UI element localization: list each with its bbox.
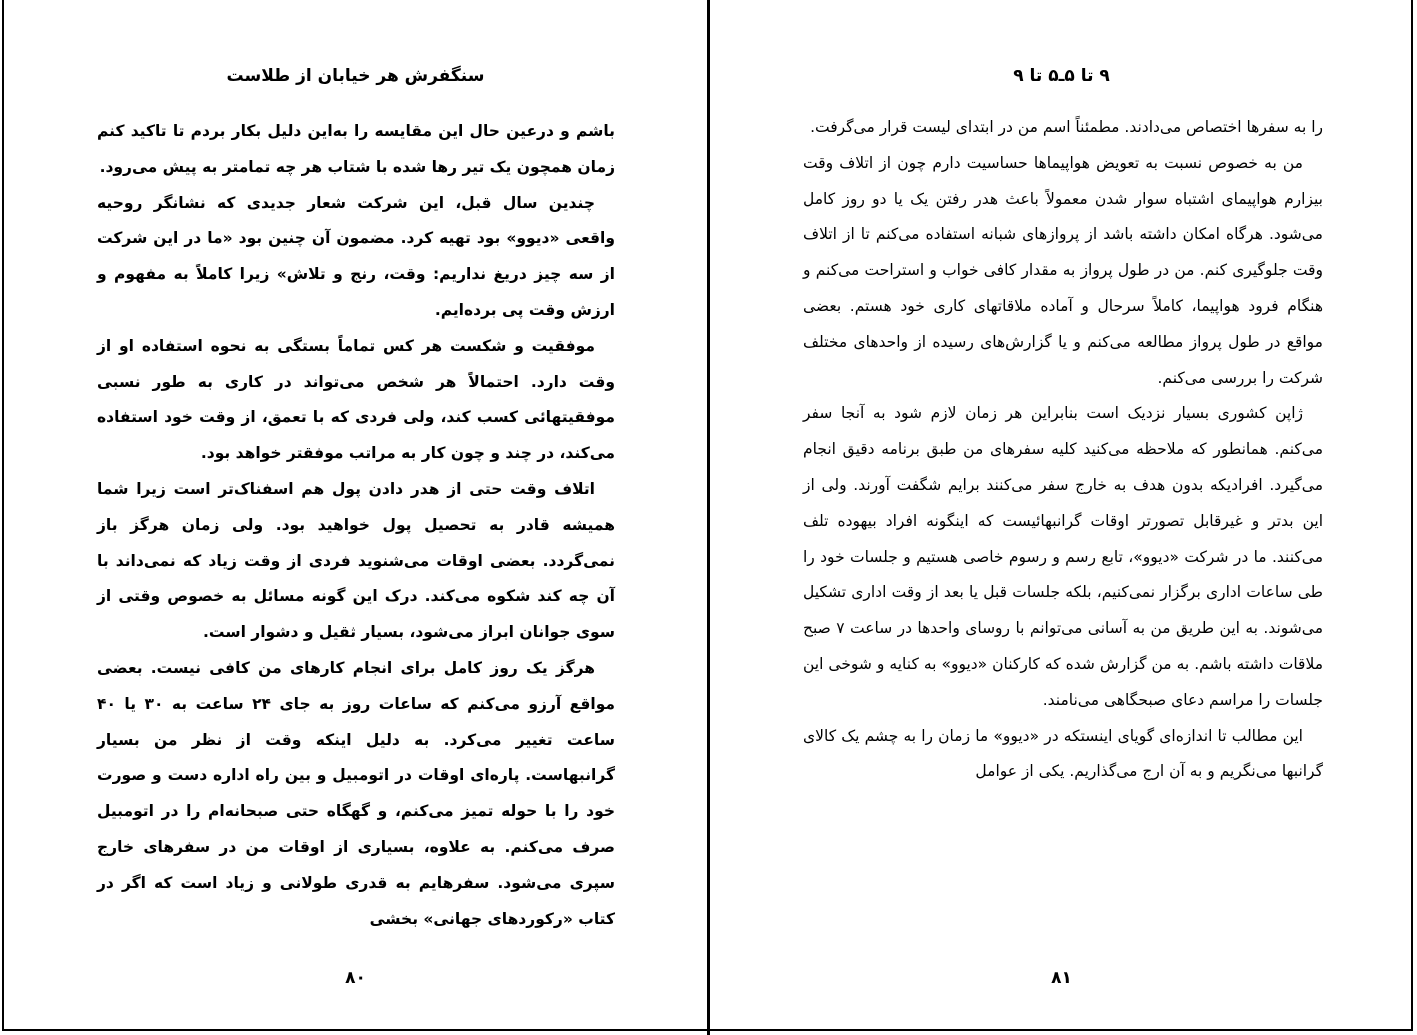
paragraph: من به خصوص نسبت به تعویض هواپیماها حساسیت دارم چون از اتلاف وقت بیزارم هواپیمای اشتباه سوار شدن معمولاً باعث هدر رفتن یک یا دو روز کامل می‌شود. هرگاه امکان داشته باشد از پروازهای شبانه استفاده می‌کنم تا از اتلاف وقت جلوگیری کنم. من در طول پرواز به مقدار کافی خواب و استراحت می‌کنم و هنگام فرود هواپیما، کاملاً سرحال و آماده ملاقاتهای کاری خود هستم. بعضی مواقع در طول پرواز مطالعه می‌کنم و یا گزارش‌های رسیده از واحدهای مختلف شرکت را بررسی می‌کنم.	[803, 153, 1323, 387]
paragraph: این مطالب تا اندازه‌ای گویای اینستکه در «دیوو» ما زمان را به چشم یک کالای گرانبها می‌نگریم و به آن ارج می‌گذاریم. یکی از عوامل	[803, 726, 1323, 781]
running-head: ۹ تا ۵ـ۵ تا ۹	[1013, 66, 1110, 86]
page-number: ۸۰	[345, 968, 366, 988]
left-page	[4, 0, 707, 1035]
page-number: ۸۱	[1051, 968, 1072, 988]
paragraph: را به سفرها اختصاص می‌دادند. مطمئناً اسم من در ابتدای لیست قرار می‌گرفت.	[810, 118, 1323, 136]
paragraph: موفقیت و شکست هر کس تماماً بستگی به نحوه استفاده او از وقت دارد. احتمالاً هر شخص می‌تواند در کاری به طور نسبی موفقیتهائی کسب کند، ولی فردی که با تعمق، از وقت خود استفاده می‌کند، در چند و چون کار به مراتب موفقتر خواهد بود.	[97, 336, 615, 463]
paragraph: ژاپن کشوری بسیار نزدیک است بنابراین هر زمان لازم شود به آنجا سفر می‌کنم. همانطور که ملاحظه می‌کنید کلیه سفرهای من طبق برنامه دقیق انجام می‌گیرد. افرادیکه بدون هدف به خارج سفر می‌کنند برایم شگفت آورند. ولی از این بدتر و غیرقابل تصورتر اوقات گرانبهائیست که اینگونه افراد بیهوده تلف می‌کنند. ما در شرکت «دیوو»، تابع رسم و رسوم خاصی هستیم و جلسات خود را طی ساعات اداری برگزار نمی‌کنیم، بلکه جلسات قبل یا بعد از وقت اداری تشکیل می‌شوند. به این طریق من به آسانی می‌توانم با روسای واحدها در ساعت ۷ صبح ملاقات داشته باشم. به من گزارش شده که کارکنان «دیوو» به کنایه و شوخی این جلسات را مراسم دعای صبحگاهی می‌نامند.	[803, 404, 1323, 709]
right-page	[710, 0, 1413, 1035]
body-text	[97, 114, 615, 937]
paragraph: هرگز یک روز کامل برای انجام کارهای من کافی نیست. بعضی مواقع آرزو می‌کنم که ساعات روز به جای ۲۴ ساعت به ۳۰ یا ۴۰ ساعت تغییر می‌کرد. به دلیل اینکه وقت از نظر من بسیار گرانبهاست. پاره‌ای اوقات در اتومبیل و بین راه اداره دست و صورت خود را با حوله تمیز می‌کنم، و گهگاه حتی صبحانه‌ام را در اتومبیل صرف می‌کنم. به علاوه، بسیاری از اوقات من در سفرهای خارج سپری می‌شود. سفرهایم به قدری طولانی و زیاد است که اگر در کتاب «رکوردهای جهانی» بخشی	[97, 658, 616, 928]
running-head: سنگفرش هر خیابان از طلاست	[226, 66, 485, 86]
paragraph: اتلاف وقت حتی از هدر دادن پول هم اسفناک‌تر است زیرا شما همیشه قادر به تحصیل پول خواهید بود. ولی زمان هرگز باز نمی‌گردد. بعضی اوقات می‌شنوید فردی از وقت زیاد که نمی‌داند با آن چه کند شکوه می‌کند. درک این گونه مسائل به خصوص وقتی از سوی جوانان ابراز می‌شود، بسیار ثقیل و دشوار است.	[97, 479, 615, 642]
paragraph: باشم و درعین حال این مقایسه را به‌این دلیل بکار بردم تا تاکید کنم زمان همچون یک تیر رها شده با شتاب هر چه تمامتر به پیش می‌رود.	[97, 122, 615, 176]
paragraph: چندین سال قبل، این شرکت شعار جدیدی که نشانگر روحیه واقعی «دیوو» بود تهیه کرد. مضمون آن چنین بود «ما در این شرکت از سه چیز دریغ نداریم: وقت، رنج و تلاش» زیرا کاملاً به مفهوم و ارزش وقت پی برده‌ایم.	[97, 193, 615, 319]
body-text	[803, 110, 1323, 790]
